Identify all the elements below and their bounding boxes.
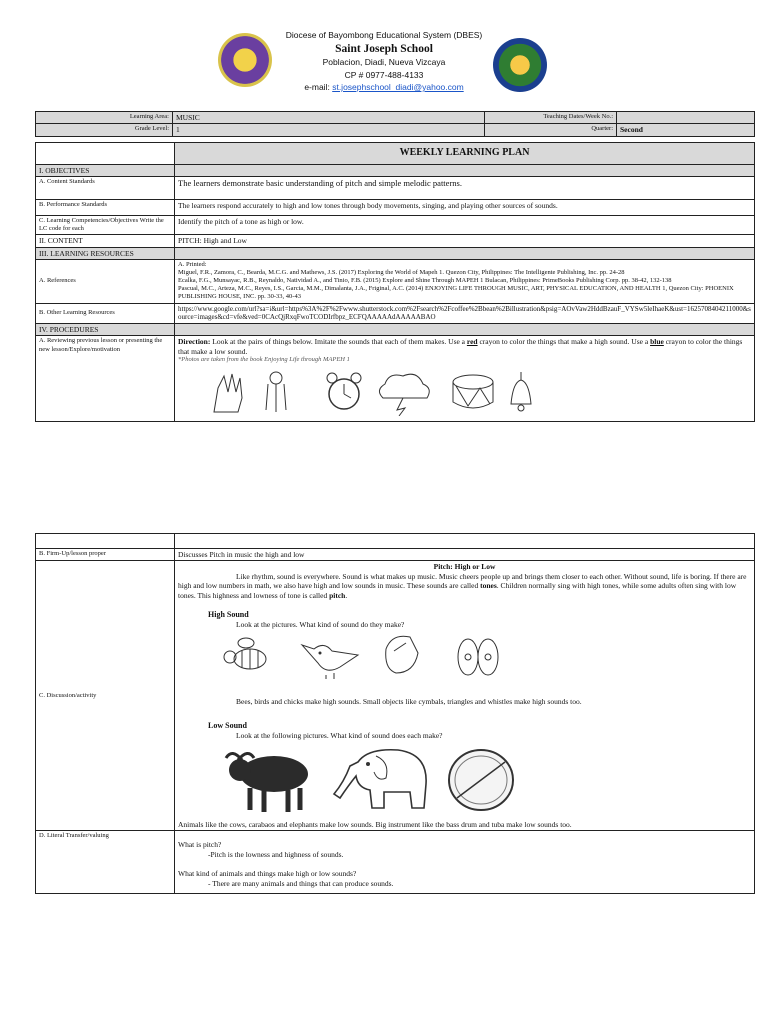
competencies-label: C. Learning Competencies/Objectives Write the LC code for each	[36, 215, 175, 234]
drum-icon	[448, 370, 498, 414]
question-2: What kind of animals and things make high or low sounds?	[178, 869, 357, 879]
performance-standards-text: The learners respond accurately to high and low tones through body movements, singing, and playing other sources of sounds.	[175, 199, 755, 215]
plan-title: WEEKLY LEARNING PLAN	[175, 143, 755, 165]
high-sound-question: Look at the pictures. What kind of sound do they make?	[236, 619, 405, 629]
reference-3: Pascual, M.C., Arteza, M.C., Reyes, I.S., Garcia, M.M., Dimalanta, J.A., Friginal, A.C. (2014) ENJOYING LIFE THROUGH MUSIC, ART, PHYSICAL EDUCATION, AND HEALTH 1, Quezon City: PHOENIX PUBLISHING HOUSE, INC. pp. 30-33, 40-43	[178, 285, 734, 301]
bass-drum-icon	[443, 744, 519, 814]
quarter-label: Quarter:	[485, 124, 617, 136]
teaching-dates-value	[617, 112, 755, 124]
bird-icon	[296, 631, 366, 681]
school-name: Saint Joseph School	[335, 43, 433, 55]
pitch-title: Pitch: High or Low	[433, 562, 496, 572]
grade-level-value: 1	[173, 124, 485, 136]
email-link[interactable]: st.josephschool_diadi@yahoo.com	[332, 82, 464, 92]
performance-standards-label: B. Performance Standards	[36, 199, 175, 215]
high-sound-note: Bees, birds and chicks make high sounds. Small objects like cymbals, triangles and whistles make high sounds too.	[236, 697, 582, 707]
reference-1: Miguel, F.R., Zamora, C., Bearda, M.C.G. and Mathews, J.S. (2017) Exploring the World of Mapeh 1. Quezon City, Philippines: The Intelligente Publishing, Inc. pp. 24-28	[178, 269, 625, 276]
answer-1: -Pitch is the lowness and highness of sounds.	[208, 849, 344, 859]
low-sound-question: Look at the following pictures. What kind of sound does each make?	[236, 730, 443, 740]
review-label: A. Reviewing previous lesson or presenting the new lesson/Explore/motivation	[36, 336, 175, 422]
teaching-dates-label: Teaching Dates/Week No.:	[485, 112, 617, 124]
plan-table	[35, 142, 755, 422]
carabao-icon	[218, 744, 318, 816]
direction-text: Direction: Look at the pairs of things below. Imitate the sounds that each of them makes. Use a red crayon to color the things that make a high sound. Use a blue crayon to color the things that make a low sound.	[178, 337, 743, 356]
alarm-clock-icon	[323, 370, 365, 414]
blue-word: blue	[650, 337, 664, 347]
email-label: e-mail:	[304, 82, 330, 92]
reference-2: Ecalka, F.G., Munsayac, R.B., Reynaldo, Natividad A., and Tinio, F.B. (2015) Explore and Shine Through MAPEH 1 Bulacan, Philippines: PrimeBooks Publishing Corp. pp. 38-42, 132-138	[178, 277, 672, 285]
high-sound-title: High Sound	[208, 609, 249, 619]
objectives-label: I. OBJECTIVES	[36, 164, 175, 176]
content-standards-text: The learners demonstrate basic understanding of pitch and simple melodic patterns.	[175, 176, 755, 199]
school-email-line	[0, 82, 768, 92]
answer-2: - There are many animals and things that can produce sounds.	[208, 878, 394, 888]
other-resources-link[interactable]: https://www.google.com/url?sa=i&url=https%3A%2F%2Fwww.shutterstock.com%2Fsearch%2Fcoffee%2Bbean%2Billustration&psig=AOvVaw2HddBzauF_VYSw5leIhaeK&ust=1625708404211000&source=images&cd=vfe&ved=0CAcQjRxqFwoTCODIrfbpz_ECFQAAAAAdAAAAABAO	[175, 303, 755, 324]
high-sound-pictures	[178, 629, 751, 691]
bee-icon	[216, 635, 276, 675]
low-sound-pictures	[178, 740, 751, 820]
low-sound-title: Low Sound	[208, 720, 247, 730]
content-standards-label: A. Content Standards	[36, 176, 175, 199]
diocese-name: Diocese of Bayombong Educational System (DBES)	[285, 30, 483, 40]
photo-note: *Photos are taken from the book Enjoying Life through MAPEH 1	[178, 356, 350, 364]
whistle-icon	[378, 629, 428, 681]
red-word: red	[466, 337, 478, 347]
school-address: Poblacion, Diadi, Nueva Vizcaya	[322, 57, 446, 67]
school-header	[0, 0, 768, 100]
grade-level-label: Grade Level:	[36, 124, 173, 136]
door-knock-hand-icon	[208, 368, 248, 414]
content-label: II. CONTENT	[36, 235, 175, 247]
elephant-icon	[328, 742, 438, 818]
resources-label: III. LEARNING RESOURCES	[36, 247, 175, 259]
references-label: A. References	[36, 259, 175, 303]
content-text: PITCH: High and Low	[175, 235, 755, 247]
low-sound-note: Animals like the cows, carabaos and elephants make low sounds. Big instrument like the bass drum and tuba make low sounds too.	[178, 820, 572, 829]
blank-cell	[36, 143, 175, 165]
thunder-cloud-icon	[373, 368, 435, 416]
procedures-label: IV. PROCEDURES	[36, 324, 175, 336]
quarter-value: Second	[617, 124, 755, 136]
other-resources-label: B. Other Learning Resources	[36, 303, 175, 324]
references-printed: A. Printed:	[178, 260, 207, 268]
direction-pictures	[178, 364, 751, 420]
learning-area-label: Learning Area:	[36, 112, 173, 124]
bell-icon	[503, 368, 539, 416]
learning-area-value: MUSIC	[173, 112, 485, 124]
competencies-text: Identify the pitch of a tone as high or low.	[175, 215, 755, 234]
plan-table-page-2	[35, 533, 755, 894]
transfer-label: D. Literal Transfer/valuing	[36, 831, 175, 894]
school-phone: CP # 0977-488-4133	[344, 70, 424, 80]
keys-icon	[256, 370, 296, 414]
pitch-paragraph: Like rhythm, sound is everywhere. Sound is what makes up music. Music cheers people up and brings them closer to each other. Without sound, life is boring. If there are high and low numbers in math, we also have high and low sounds in music. These sounds are called tones. Children normally sing with high tones, while some adults often sing with low tones. This highness and lowness of tone is called pitch.	[178, 571, 747, 600]
info-table	[35, 111, 755, 137]
cymbals-icon	[450, 633, 506, 679]
discussion-label: C. Discussion/activity	[36, 561, 175, 831]
question-1: What is pitch?	[178, 840, 222, 850]
firm-up-text: Discusses Pitch in music the high and low	[175, 549, 755, 561]
firm-up-label: B. Firm-Up/lesson proper	[36, 549, 175, 561]
